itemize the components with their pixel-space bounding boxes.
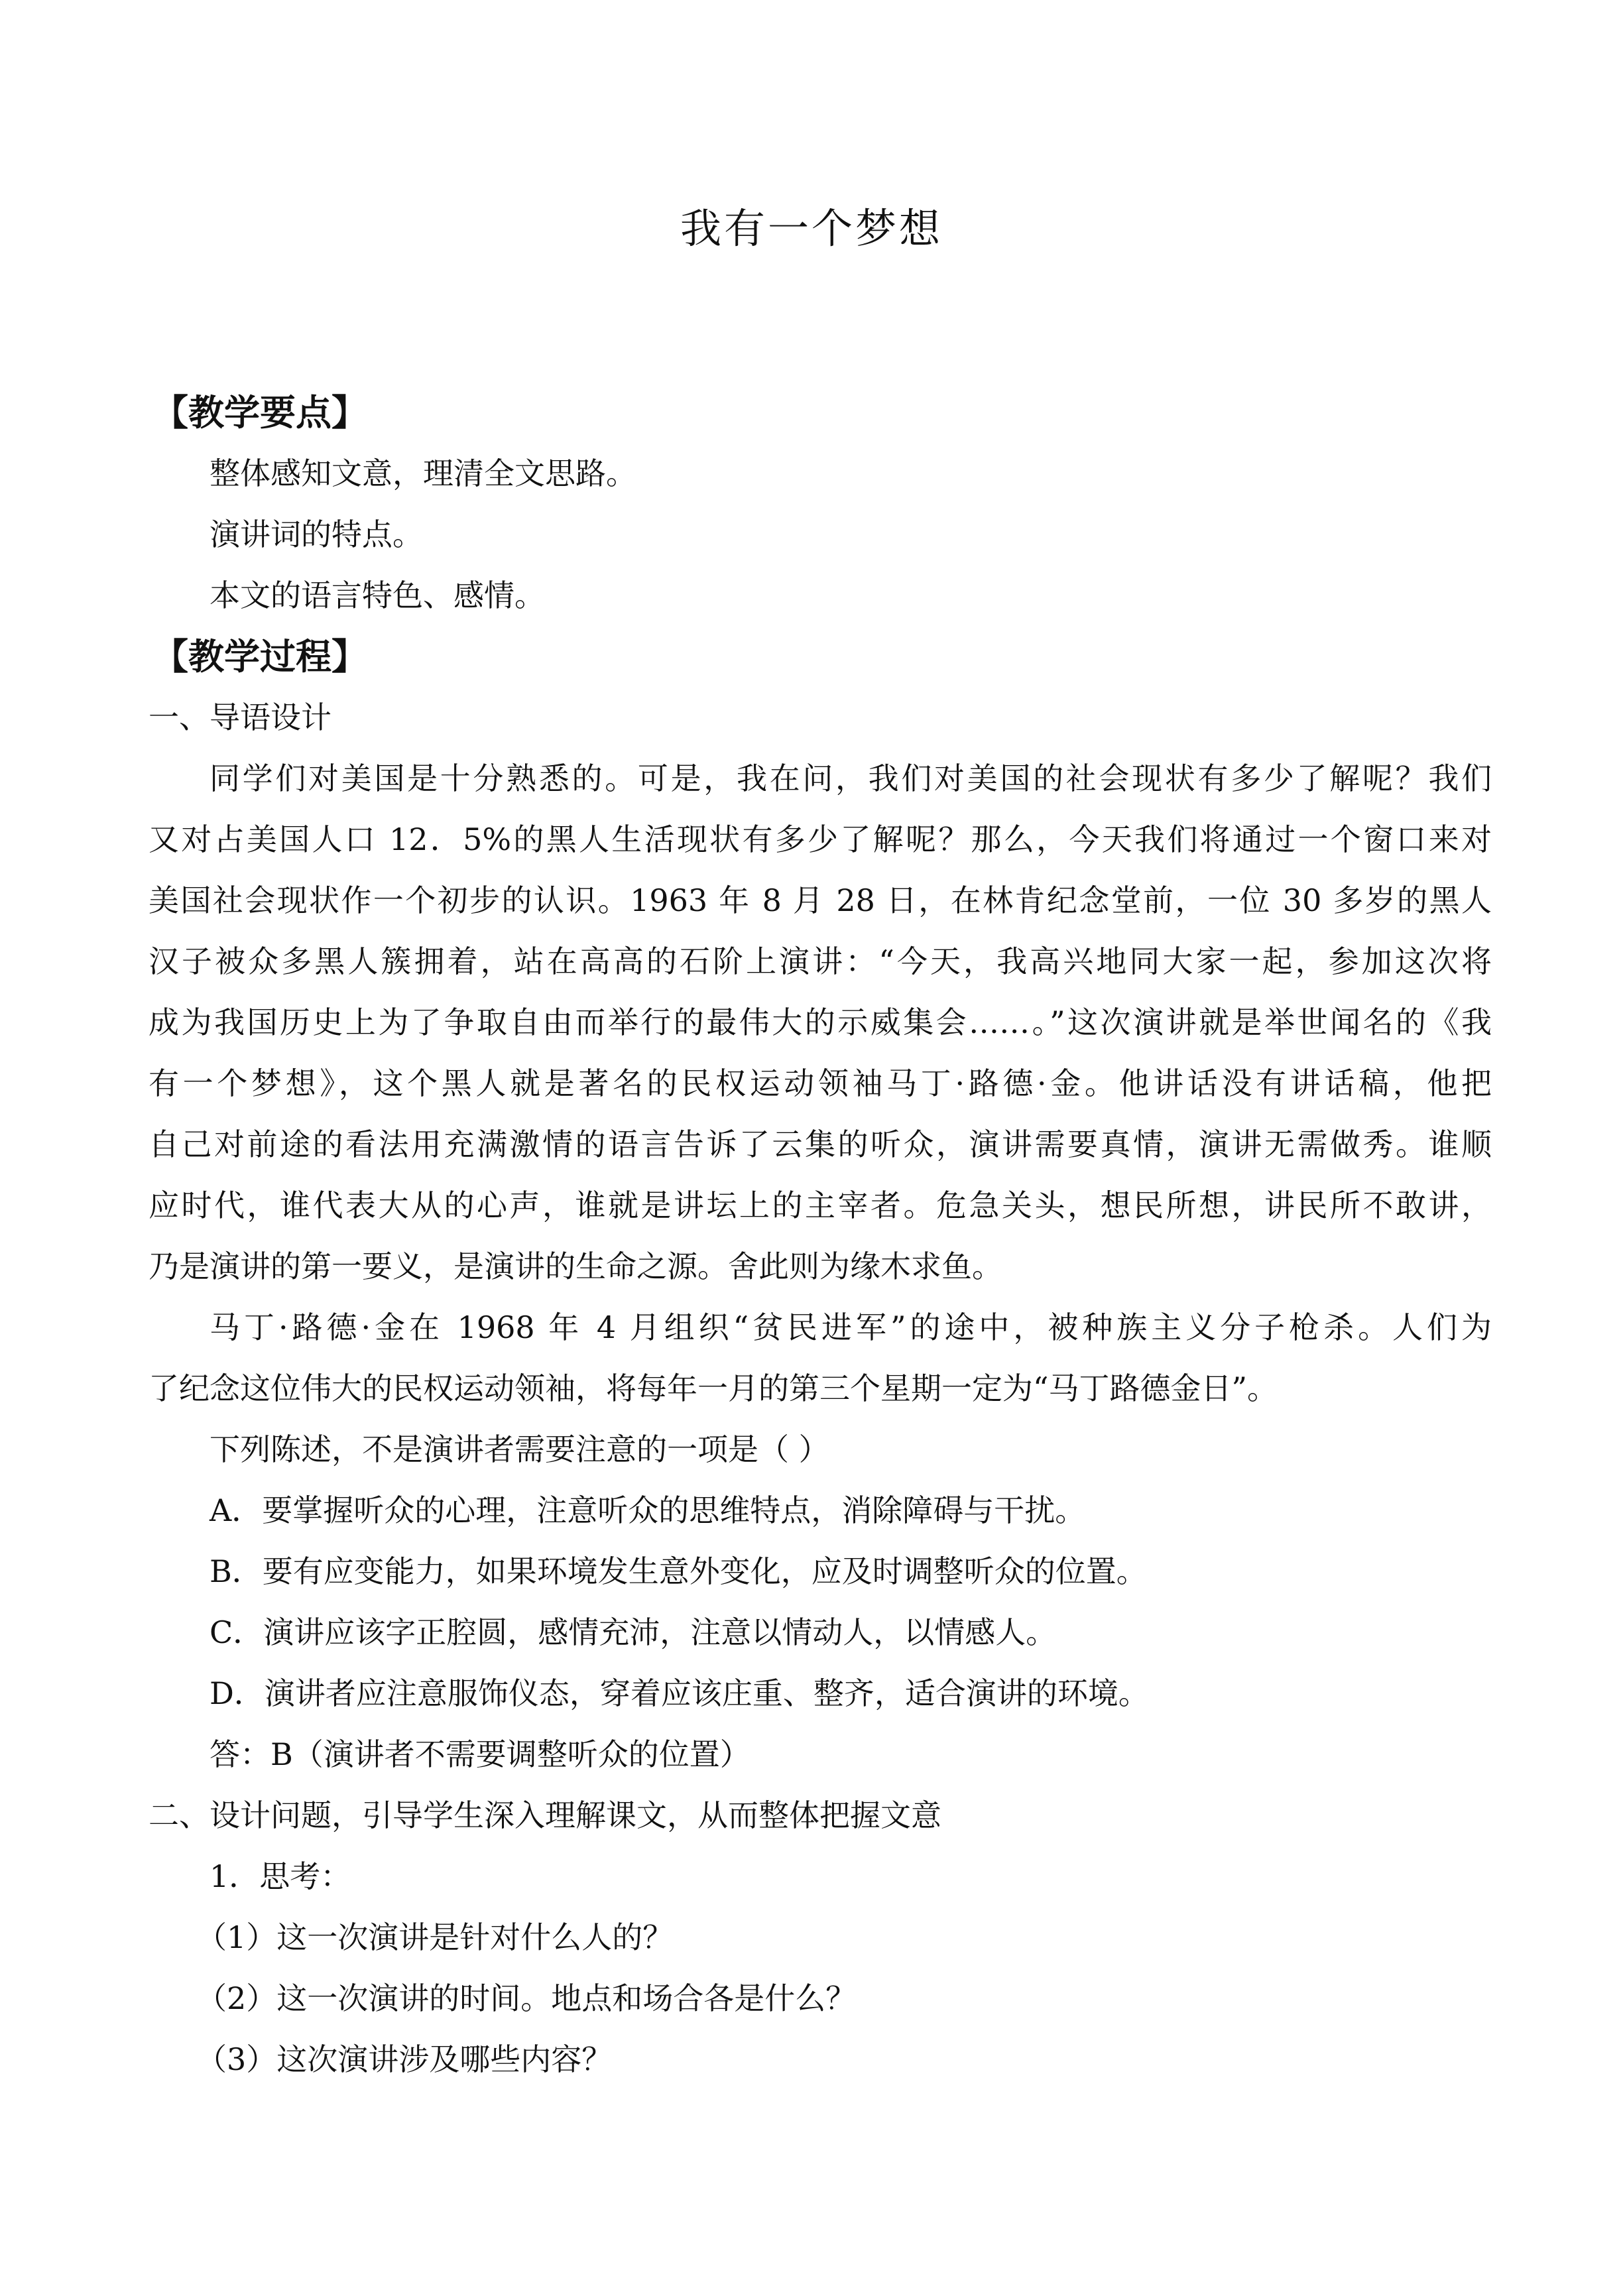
mlk-paragraph [149,1297,1492,1419]
paragraph-line: 马丁·路德·金在 1968 年 4 月组织“贫民进军”的途中，被种族主义分子枪杀。人们为 [210,1309,1492,1345]
think-question: （2）这一次演讲的时间。地点和场合各是什么？ [196,1980,857,2016]
paragraph-line: 自己对前途的看法用充满激情的语言告诉了云集的听众，演讲需要真情，演讲无需做秀。谁顺 [149,1126,1492,1162]
teaching-point: 演讲词的特点。 [210,516,423,552]
think-question: （1）这一次演讲是针对什么人的？ [196,1919,674,1955]
paragraph-line: 乃是演讲的第一要义，是演讲的生命之源。舍此则为缘木求鱼。 [149,1248,1002,1284]
part-title-intro: 一、导语设计 [149,699,331,735]
answer-text: 答：B（演讲者不需要调整听众的位置） [210,1736,751,1772]
option-c: C．演讲应该字正腔圆，感情充沛，注意以情动人，以情感人。 [210,1614,1057,1650]
paragraph-line: 了纪念这位伟大的民权运动领袖，将每年一月的第三个星期一定为“马丁路德金日”。 [149,1370,1278,1406]
option-b: B．要有应变能力，如果环境发生意外变化，应及时调整听众的位置。 [210,1553,1147,1589]
think-question: （3）这次演讲涉及哪些内容？ [196,2041,613,2077]
subsection-think: 1．思考： [210,1858,351,1894]
paragraph-line: 同学们对美国是十分熟悉的。可是，我在问，我们对美国的社会现状有多少了解呢？我们 [210,760,1492,796]
option-a: A．要掌握听众的心理，注意听众的思维特点，消除障碍与干扰。 [210,1492,1086,1528]
paragraph-line: 又对占美国人口 12．5%的黑人生活现状有多少了解呢？那么，今天我们将通过一个窗口来对 [149,821,1492,857]
paragraph-line: 成为我国历史上为了争取自由而举行的最伟大的示威集会……。”这次演讲就是举世闻名的《我 [149,1004,1492,1040]
paragraph-line: 有一个梦想》，这个黑人就是著名的民权运动领袖马丁·路德·金。他讲话没有讲话稿，他把 [149,1065,1492,1101]
section-heading-teaching-points: 【教学要点】 [152,391,367,434]
paragraph-line: 应时代，谁代表大从的心声，谁就是讲坛上的主宰者。危急关头，想民所想，讲民所不敢讲， [149,1187,1492,1223]
document-title: 我有一个梦想 [680,204,943,253]
question-text: 下列陈述，不是演讲者需要注意的一项是（ ） [210,1431,829,1467]
teaching-point: 本文的语言特色、感情。 [210,577,545,613]
part-title-design-questions: 二、设计问题，引导学生深入理解课文，从而整体把握文意 [149,1797,941,1833]
paragraph-line: 美国社会现状作一个初步的认识。1963 年 8 月 28 日，在林肯纪念堂前，一位 30 多岁的黑人 [149,882,1492,918]
teaching-point: 整体感知文意，理清全文思路。 [210,455,636,491]
option-d: D．演讲者应注意服饰仪态，穿着应该庄重、整齐，适合演讲的环境。 [210,1675,1149,1711]
paragraph-line: 汉子被众多黑人簇拥着，站在高高的石阶上演讲：“今天，我高兴地同大家一起，参加这次将 [149,943,1492,979]
intro-paragraph [149,748,1492,1297]
section-heading-teaching-process: 【教学过程】 [152,635,367,678]
document-body [149,382,1492,2090]
